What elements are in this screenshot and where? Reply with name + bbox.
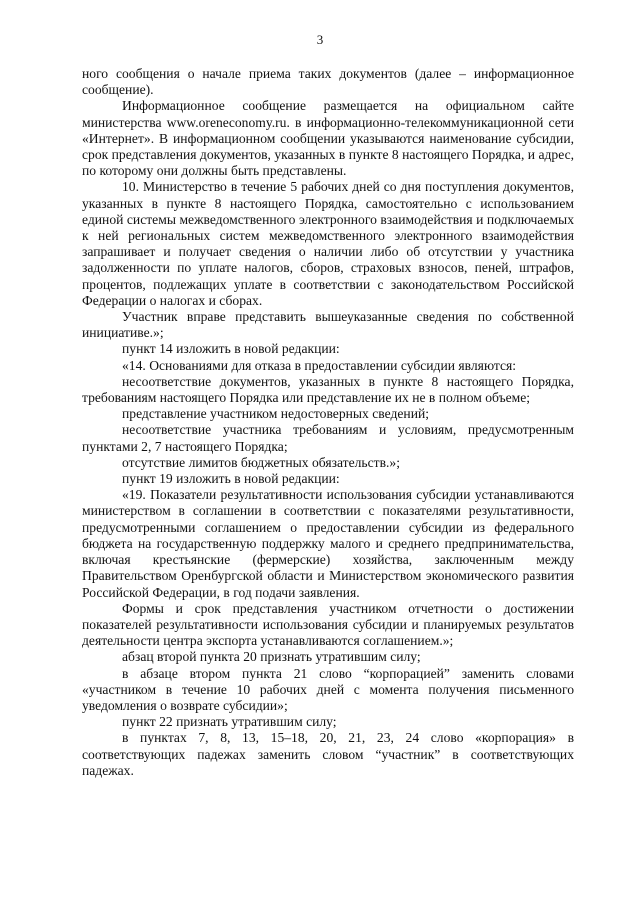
page-number: 3 (316, 32, 324, 47)
paragraph: несоответствие документов, указанных в пункте 8 настоящего Порядка, требованиям настоящего Порядка или представление их не в полном объеме; (82, 373, 574, 406)
paragraph: представление участником недостоверных сведений; (122, 406, 430, 422)
paragraph: абзац второй пункта 20 признать утратившим силу; (122, 649, 421, 665)
paragraph: ного сообщения о начале приема таких документов (далее – информационное сообщение). (82, 66, 574, 98)
document-body (82, 66, 574, 779)
paragraph: отсутствие лимитов бюджетных обязательств.»; (122, 454, 400, 470)
paragraph: в абзаце втором пункта 21 слово “корпорацией” заменить словами «участником в течение 10 рабочих дней с момента получения письменного уведомления о возврате субсидии»; (82, 665, 574, 713)
paragraph: пункт 22 признать утратившим силу; (122, 714, 337, 730)
paragraph: пункт 14 изложить в новой редакции: (122, 341, 340, 357)
paragraph: Формы и срок представления участником отчетности о достижении показателей результативности использования субсидии и планируемых результатов деятельности центра экспорта устанавливаются соглашением.»; (82, 600, 574, 649)
paragraph: пункт 19 изложить в новой редакции: (122, 471, 340, 487)
paragraph: «14. Основаниями для отказа в предоставлении субсидии являются: (122, 357, 517, 373)
paragraph: в пунктах 7, 8, 13, 15–18, 20, 21, 23, 24 слово «корпорация» в соответствующих падежах заменить словом “участник” в соответствующих падежах. (82, 730, 574, 778)
paragraph: несоответствие участника требованиям и условиям, предусмотренным пунктами 2, 7 настоящего Порядка; (82, 422, 574, 454)
paragraph: Участник вправе представить вышеуказанные сведения по собственной инициативе.»; (82, 309, 574, 341)
paragraph: Информационное сообщение размещается на официальном сайте министерства www.oreneconomy.ru. в информационно-телекоммуникационной сети «Интернет». В информационном сообщении указываются наименование субсидии, срок представления документов, указанных в пункте 8 настоящего Порядка, и адрес, по которому они должны быть представлены. (82, 98, 574, 179)
paragraph: «19. Показатели результативности использования субсидии устанавливаются министерством в соглашении в соответствии с показателями результативности, предусмотренными соглашением о предоставлении субсидии из федерального бюджета на государственную поддержку малого и среднего предпринимательства, включая крестьянские (фермерские) хозяйства, заключенным между Правительством Оренбургской области и Министерством экономического развития Российской Федерации, в год подачи заявления. (82, 487, 574, 600)
paragraph: 10. Министерство в течение 5 рабочих дней со дня поступления документов, указанных в пункте 8 настоящего Порядка, самостоятельно с использованием единой системы межведомственного электронного взаимодействия и подключаемых к ней региональных систем межведомственного электронного взаимодействия запрашивает и получает сведения о наличии либо об отсутствии у участника задолженности по уплате налогов, сборов, страховых взносов, пеней, штрафов, процентов, подлежащих уплате в соответствии с законодательством Российской Федерации о налогах и сборах. (82, 179, 574, 308)
